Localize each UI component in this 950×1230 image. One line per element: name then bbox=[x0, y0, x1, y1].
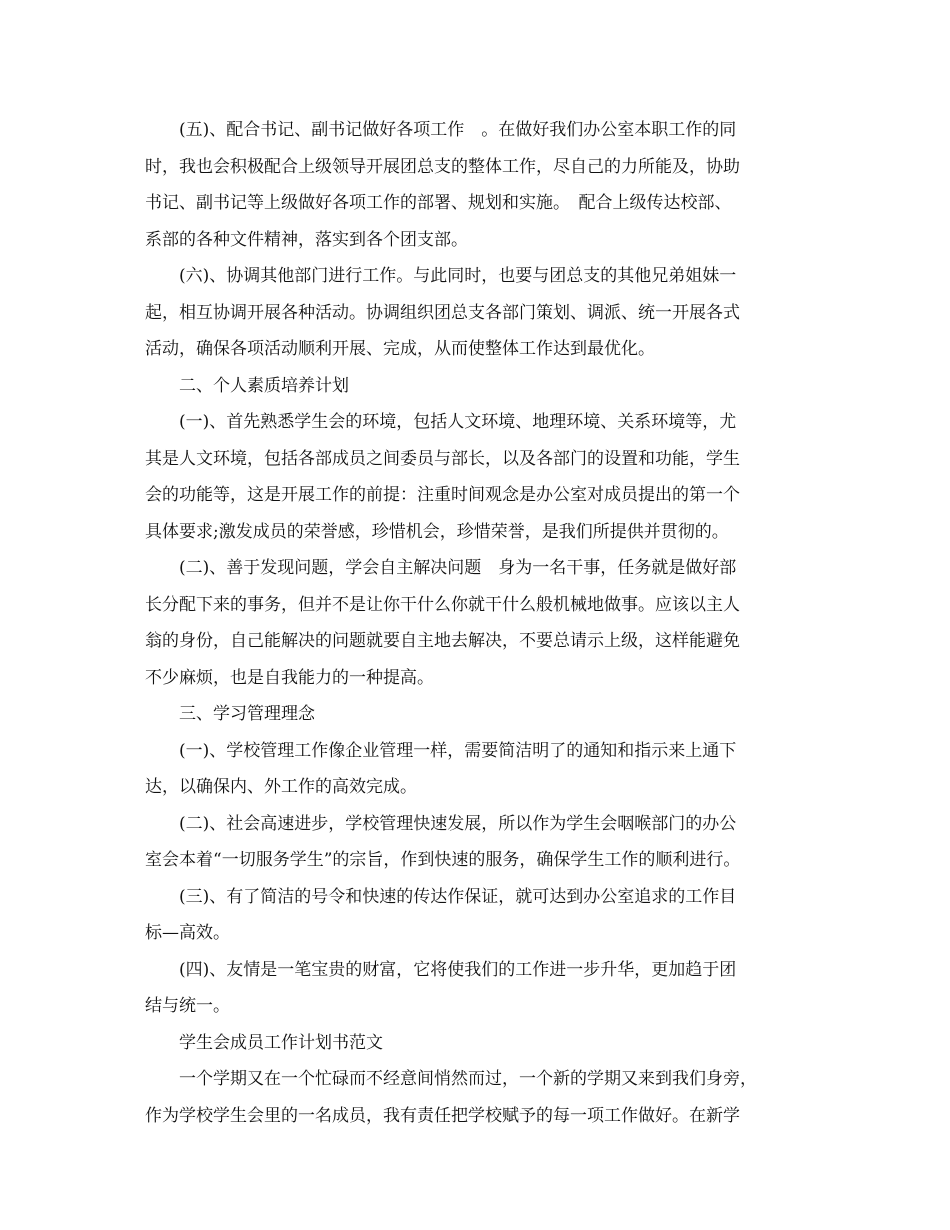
text-line: 不少麻烦，也是自我能力的一种提高。 bbox=[145, 667, 434, 688]
text-line: 翁的身份，自己能解决的问题就要自主地去解决，不要总请示上级，这样能避免 bbox=[145, 631, 740, 651]
text-line: (六)、协调其他部门进行工作。与此同时，也要与团总支的其他兄弟姐妹一 bbox=[145, 266, 737, 286]
text-line: (四)、友情是一笔宝贵的财富，它将使我们的工作进一步升华，更加趋于团 bbox=[145, 959, 737, 980]
section-heading: 学生会成员工作计划书范文 bbox=[145, 1032, 383, 1053]
section-heading: 三、学习管理理念 bbox=[145, 704, 315, 724]
text-line: 标—高效。 bbox=[145, 923, 230, 943]
text-line: 系部的各种文件精神，落实到各个团支部。 bbox=[145, 229, 468, 250]
text-line: 书记、副书记等上级做好各项工作的部署、规划和实施。 配合上级传达校部、 bbox=[145, 193, 732, 213]
text-line: 具体要求;激发成员的荣誉感，珍惜机会，珍惜荣誉，是我们所提供并贯彻的。 bbox=[145, 521, 729, 542]
text-line: (三)、有了简洁的号令和快速的传达作保证，就可达到办公室追求的工作目 bbox=[145, 886, 737, 907]
section-heading: 二、个人素质培养计划 bbox=[145, 375, 349, 396]
text-line: (一)、首先熟悉学生会的环境，包括人文环境、地理环境、关系环境等，尤 bbox=[145, 412, 737, 432]
text-line: (五)、配合书记、副书记做好各项工作 。在做好我们办公室本职工作的同 bbox=[145, 120, 737, 140]
text-line: 达，以确保内、外工作的高效完成。 bbox=[145, 777, 417, 797]
document-body bbox=[145, 112, 815, 1134]
text-line: 室会本着“一切服务学生”的宗旨，作到快速的服务，确保学生工作的顺利进行。 bbox=[145, 850, 741, 870]
text-line: 作为学校学生会里的一名成员，我有责任把学校赋予的每一项工作做好。在新学 bbox=[145, 1105, 740, 1126]
text-line: 活动，确保各项活动顺利开展、完成，从而使整体工作达到最优化。 bbox=[145, 339, 655, 359]
text-line: 长分配下来的事务，但并不是让你干什么你就干什么般机械地做事。应该以主人 bbox=[145, 594, 740, 615]
text-line: 一个学期又在一个忙碌而不经意间悄然而过，一个新的学期又来到我们身旁， bbox=[145, 1069, 757, 1089]
text-line: 会的功能等，这是开展工作的前提：注重时间观念是办公室对成员提出的第一个 bbox=[145, 485, 740, 505]
text-line: 其是人文环境，包括各部成员之间委员与部长，以及各部门的设置和功能，学生 bbox=[145, 448, 740, 469]
text-line: 起，相互协调开展各种活动。协调组织团总支各部门策划、调派、统一开展各式 bbox=[145, 302, 740, 323]
text-line: (二)、社会高速进步，学校管理快速发展，所以作为学生会咽喉部门的办公 bbox=[145, 813, 737, 834]
text-line: (二)、善于发现问题，学会自主解决问题 身为一名干事，任务就是做好部 bbox=[145, 558, 737, 578]
text-line: 结与统一。 bbox=[145, 996, 230, 1016]
text-line: (一)、学校管理工作像企业管理一样，需要简洁明了的通知和指示来上通下 bbox=[145, 740, 737, 761]
text-line: 时，我也会积极配合上级领导开展团总支的整体工作，尽自己的力所能及，协助 bbox=[145, 156, 740, 177]
